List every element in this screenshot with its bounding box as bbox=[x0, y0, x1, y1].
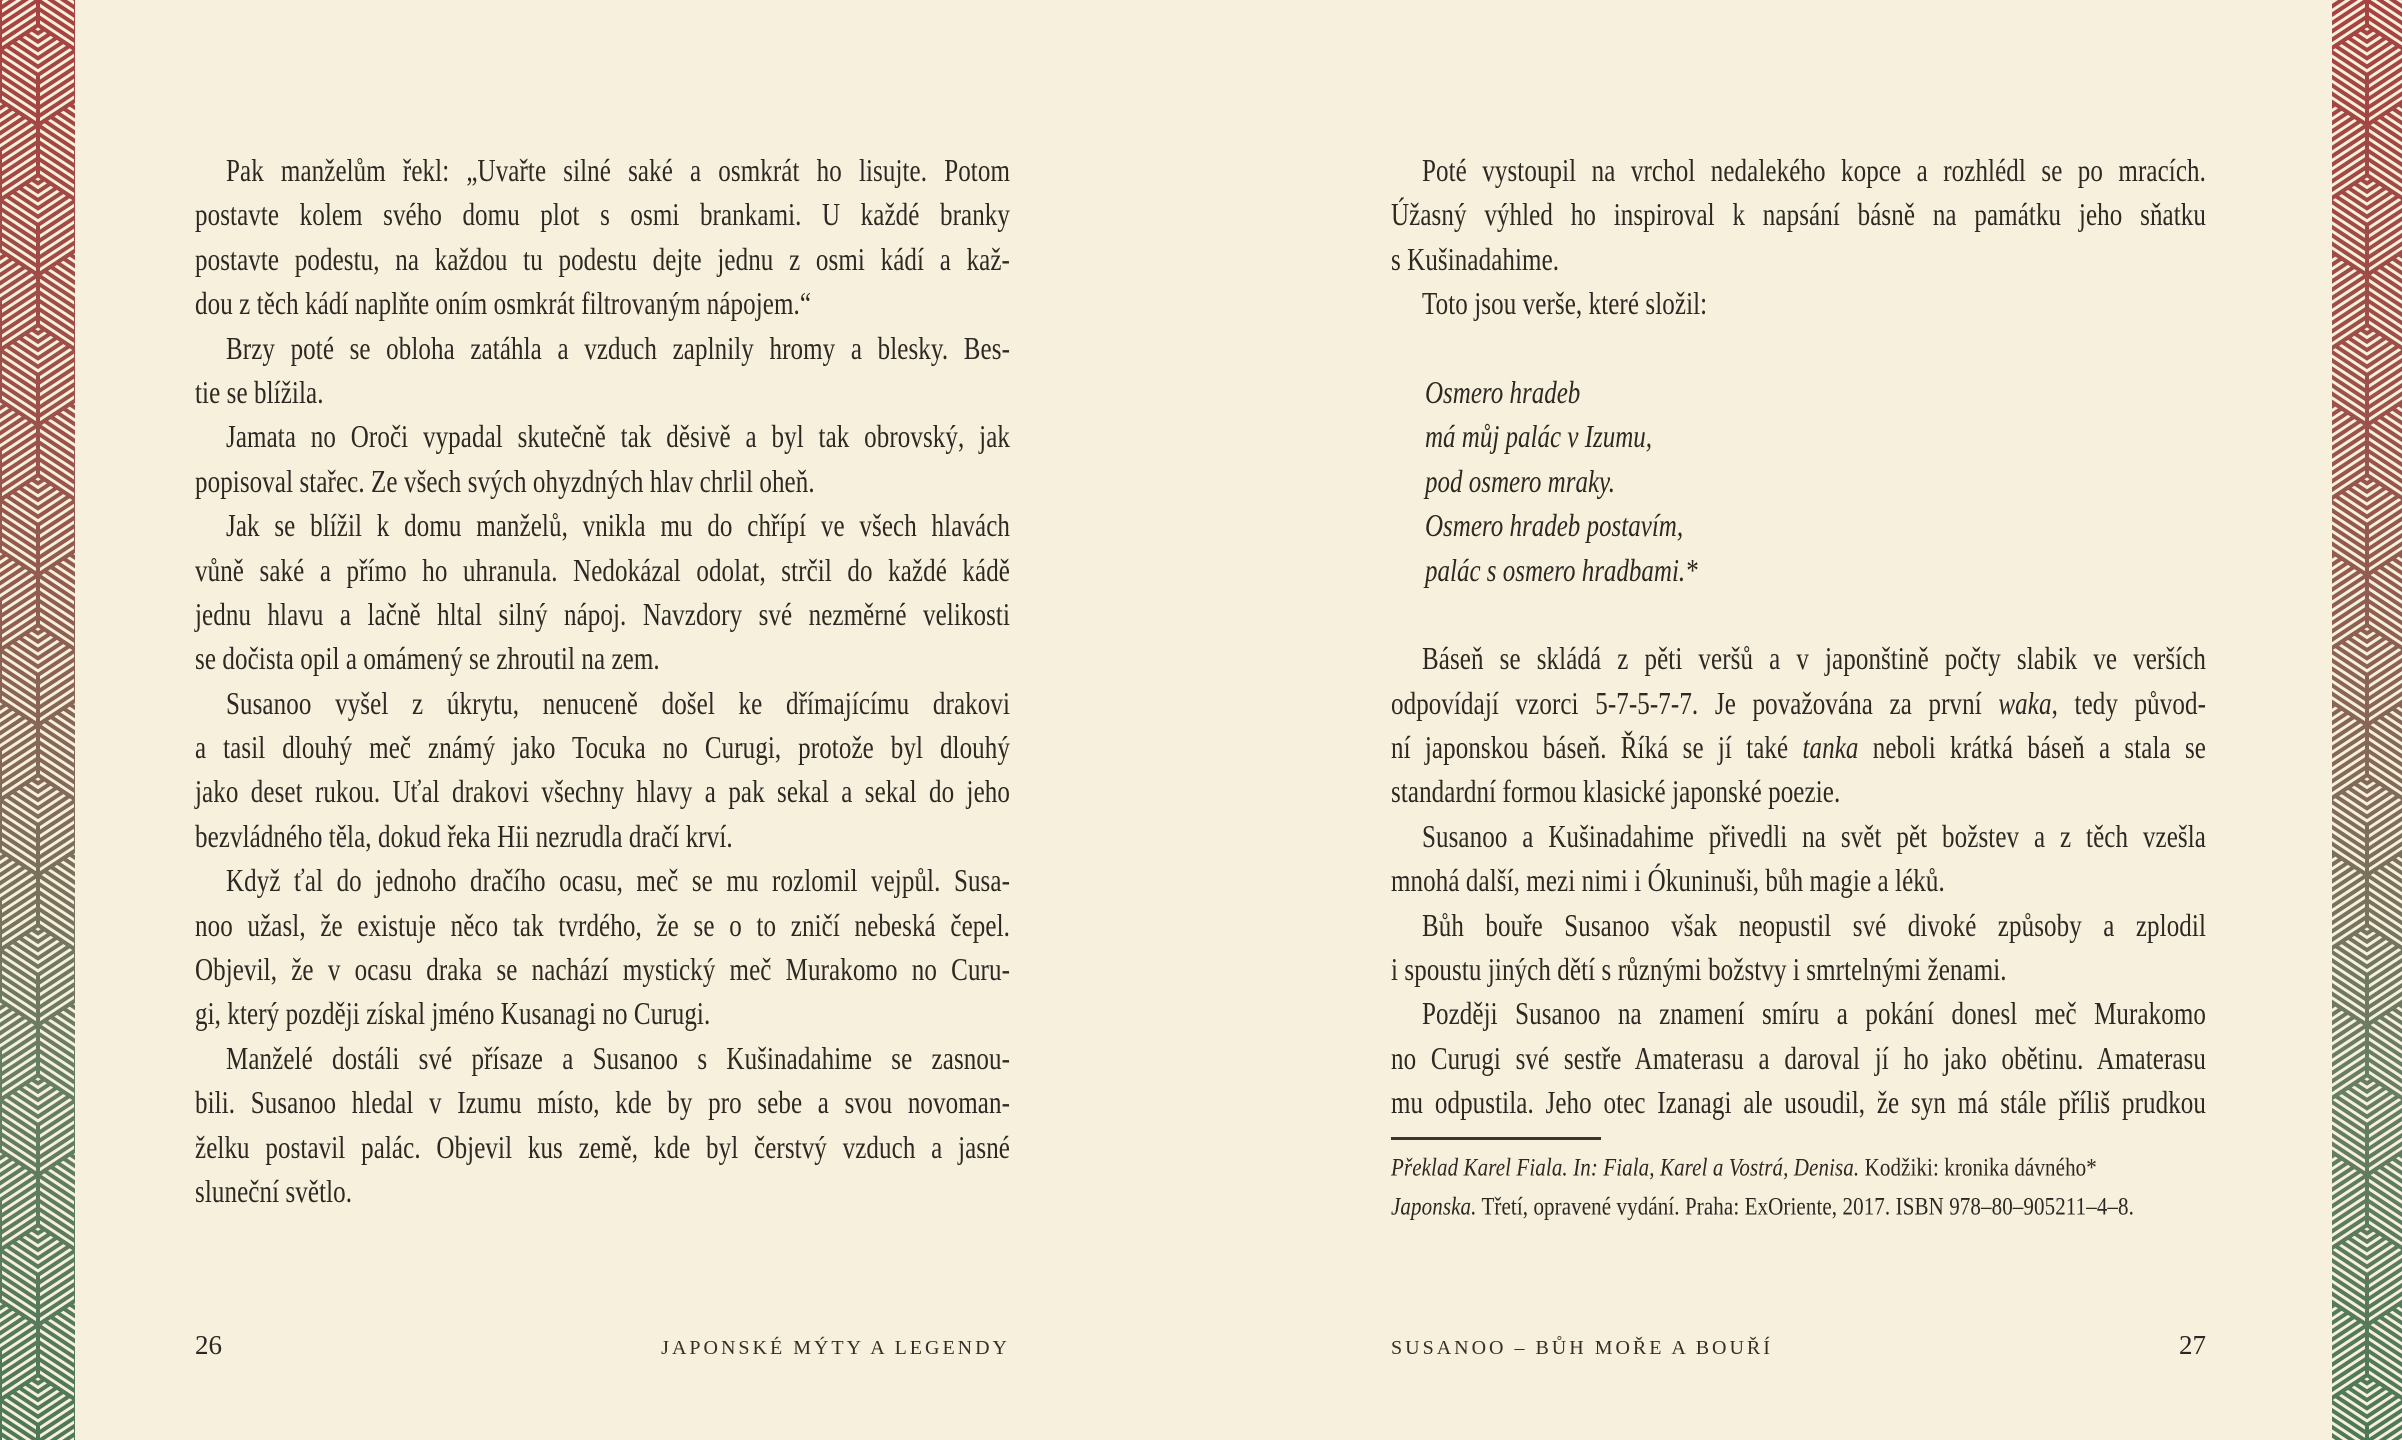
text-line: dou z těch kádí naplňte oním osmkrát filtrovaným nápojem.“ bbox=[195, 287, 812, 322]
footnote-rule bbox=[1391, 1137, 1601, 1140]
poem-line: Osmero hradeb bbox=[1425, 376, 1581, 411]
text-line: Susanoo vyšel z úkrytu, nenuceně došel ke dřímajícímu drakovi bbox=[226, 686, 1010, 722]
text-line: s Kušinadahime. bbox=[1391, 243, 1560, 278]
decorative-border-left bbox=[0, 0, 75, 1440]
text-line: Báseň se skládá z pěti veršů a v japonštině počty slabik ve verších bbox=[1422, 642, 2206, 677]
right-page-footer bbox=[1391, 1330, 2206, 1361]
text-line: Toto jsou verše, které složil: bbox=[1422, 287, 1708, 322]
decorative-border-right bbox=[2332, 0, 2402, 1440]
text-line: no Curugi své sestře Amaterasu a daroval jí ho jako obětinu. Amaterasu bbox=[1391, 1042, 2206, 1077]
text-line: odpovídají vzorci 5-7-5-7-7. Je považována za první waka, tedy původ- bbox=[1391, 686, 2206, 722]
page-number-left: 26 bbox=[195, 1330, 222, 1360]
text-line: Manželé dostáli své přísaze a Susanoo s Kušinadahime se zasnou- bbox=[226, 1042, 1010, 1077]
text-line: popisoval stařec. Ze všech svých ohyzdných hlav chrlil oheň. bbox=[195, 465, 815, 500]
text-line: Susanoo a Kušinadahime přivedli na svět pět božstev a z těch vzešla bbox=[1422, 820, 2206, 855]
text-line: Později Susanoo na znamení smíru a pokání donesl meč Murakomo bbox=[1422, 997, 2206, 1032]
text-line: jako deset rukou. Uťal drakovi všechny hlavy a pak sekal a sekal do jeho bbox=[195, 775, 1010, 810]
left-page-footer bbox=[195, 1330, 1010, 1361]
text-line: Jak se blížil k domu manželů, vnikla mu do chřípí ve všech hlavách bbox=[226, 509, 1010, 544]
left-page-text-column bbox=[195, 150, 1010, 1215]
text-line: i spoustu jiných dětí s různými božstvy i smrtelnými ženami. bbox=[1391, 953, 2007, 988]
text-line: Úžasný výhled ho inspiroval k napsání básně na památku jeho sňatku bbox=[1391, 198, 2206, 233]
text-line: želku postavil palác. Objevil kus země, kde byl čerstvý vzduch a jasné bbox=[195, 1130, 1010, 1165]
text-line: ní japonskou báseň. Říká se jí také tanka neboli krátká báseň a stala se bbox=[1391, 731, 2206, 766]
right-page-text-column bbox=[1391, 150, 2206, 1226]
text-line: bili. Susanoo hledal v Izumu místo, kde by pro sebe a svou novoman- bbox=[195, 1086, 1010, 1121]
text-line: tie se blížila. bbox=[195, 376, 324, 411]
footnote bbox=[1391, 1137, 2206, 1226]
text-line: gi, který později získal jméno Kusanagi no Curugi. bbox=[195, 997, 711, 1032]
poem-line: má můj palác v Izumu, bbox=[1425, 420, 1653, 455]
text-line: Když ťal do jednoho dračího ocasu, meč se mu rozlomil vejpůl. Susa- bbox=[226, 864, 1010, 899]
text-line: standardní formou klasické japonské poezie. bbox=[1391, 775, 1841, 810]
text-line: postavte kolem svého domu plot s osmi brankami. U každé branky bbox=[195, 198, 1010, 233]
text-line: noo užasl, že existuje něco tak tvrdého, že se o to zničí nebeská čepel. bbox=[195, 908, 1010, 943]
text-line: vůně saké a přímo ho uhranula. Nedokázal odolat, strčil do každé kádě bbox=[195, 553, 1010, 588]
text-line: Objevil, že v ocasu draka se nachází mystický meč Murakomo no Curu- bbox=[195, 953, 1010, 988]
text-line: a tasil dlouhý meč známý jako Tocuka no Curugi, protože byl dlouhý bbox=[195, 731, 1010, 766]
text-line: se dočista opil a omámený se zhroutil na zem. bbox=[195, 642, 660, 677]
poem-line: palác s osmero hradbami.* bbox=[1425, 553, 1698, 588]
running-title-right: SUSANOO – BŮH MOŘE A BOUŘÍ bbox=[1391, 1337, 1773, 1359]
footnote-line: Překlad Karel Fiala. In: Fiala, Karel a Vostrá, Denisa. Kodžiki: kronika dávného* bbox=[1391, 1152, 2097, 1181]
text-line: Bůh bouře Susanoo však neopustil své divoké způsoby a zplodil bbox=[1422, 908, 2206, 943]
poem-line: Osmero hradeb postavím, bbox=[1425, 509, 1684, 544]
page-number-right: 27 bbox=[2179, 1330, 2206, 1360]
text-line: bezvládného těla, dokud řeka Hii nezrudla dračí krví. bbox=[195, 820, 733, 855]
text-line: mu odpustila. Jeho otec Izanagi ale usoudil, že syn má stále příliš prudkou bbox=[1391, 1086, 2206, 1121]
text-line: Jamata no Oroči vypadal skutečně tak děsivě a byl tak obrovský, jak bbox=[226, 420, 1010, 455]
text-line: Brzy poté se obloha zatáhla a vzduch zaplnily hromy a blesky. Bes- bbox=[226, 331, 1010, 366]
text-line: mnohá další, mezi nimi i Ókuninuši, bůh magie a léků. bbox=[1391, 864, 1945, 899]
poem bbox=[1391, 372, 2206, 594]
poem-line: pod osmero mraky. bbox=[1425, 465, 1616, 500]
footnote-line: Japonska. Třetí, opravené vydání. Praha: ExOriente, 2017. ISBN 978–80–905211–4–8. bbox=[1391, 1191, 2134, 1220]
text-line: postavte podestu, na každou tu podestu dejte jednu z osmi kádí a kaž- bbox=[195, 243, 1010, 278]
running-title-left: JAPONSKÉ MÝTY A LEGENDY bbox=[661, 1337, 1010, 1359]
text-line: jednu hlavu a lačně hltal silný nápoj. Navzdory své nezměrné velikosti bbox=[195, 598, 1010, 633]
text-line: Poté vystoupil na vrchol nedalekého kopce a rozhlédl se po mracích. bbox=[1422, 154, 2206, 189]
text-line: sluneční světlo. bbox=[195, 1175, 353, 1210]
text-line: Pak manželům řekl: „Uvařte silné saké a osmkrát ho lisujte. Potom bbox=[226, 154, 1010, 189]
